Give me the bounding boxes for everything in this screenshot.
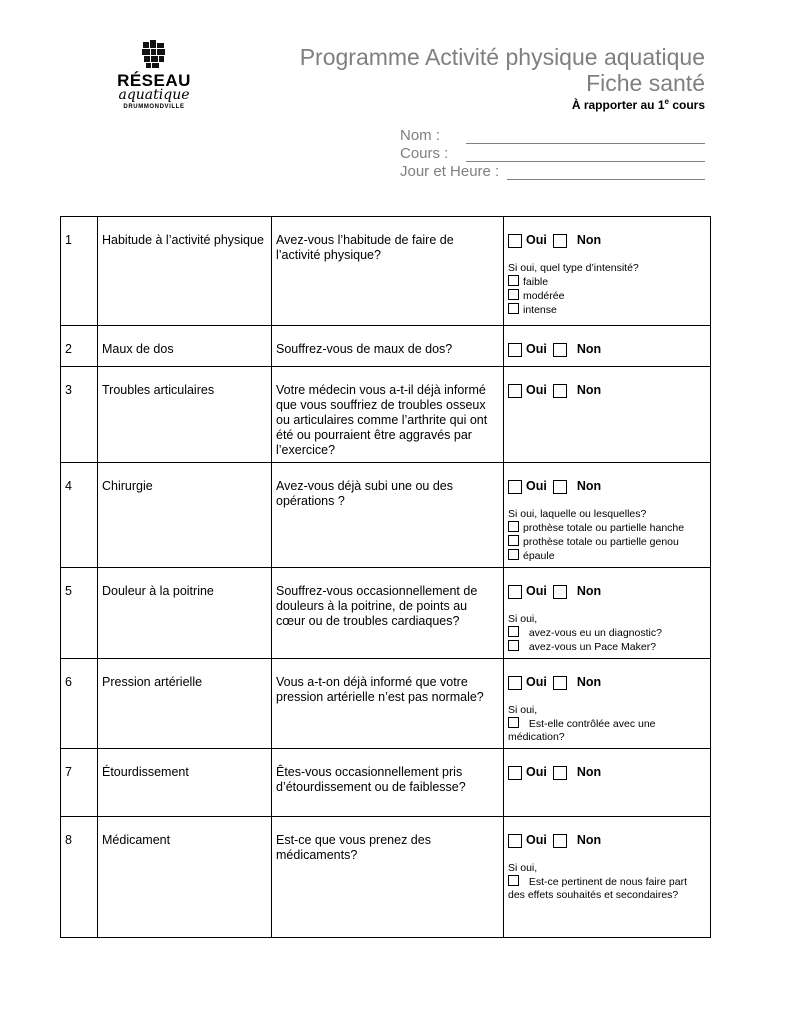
row-topic: Troubles articulaires — [98, 367, 272, 463]
checkbox-oui[interactable] — [508, 384, 522, 398]
row-question: Souffrez-vous de maux de dos? — [272, 326, 504, 367]
field-nom — [400, 127, 440, 144]
follow-up-option — [508, 521, 706, 535]
field-label: Nom : — [400, 127, 441, 144]
row-question: Vous a-t-on déjà informé que votre pression artérielle n’est pas normale? — [272, 659, 504, 749]
row-number: 2 — [61, 326, 98, 367]
option-checkbox[interactable] — [508, 289, 519, 300]
row-number: 4 — [61, 463, 98, 568]
follow-up-option — [508, 549, 706, 563]
checkbox-oui[interactable] — [508, 676, 522, 690]
row-number: 8 — [61, 817, 98, 938]
checkbox-non[interactable] — [553, 766, 567, 780]
subtitle-pre: À rapporter au 1 — [571, 98, 665, 112]
option-label: prothèse totale ou partielle genou — [523, 536, 679, 548]
yes-no-group — [508, 342, 706, 357]
page-title — [300, 44, 705, 96]
row-topic: Habitude à l’activité physique — [98, 217, 272, 326]
label-oui: Oui — [526, 675, 547, 689]
row-question: Souffrez-vous occasionnellement de douleurs à la poitrine, de points au cœur ou de troubles cardiaques? — [272, 568, 504, 659]
label-non: Non — [576, 383, 602, 397]
yes-no-group — [508, 233, 706, 248]
follow-up-intro: Si oui, quel type d’intensité? — [508, 262, 639, 274]
option-checkbox[interactable] — [508, 717, 519, 728]
option-checkbox[interactable] — [508, 640, 519, 651]
logo — [112, 40, 196, 110]
checkbox-non[interactable] — [553, 234, 567, 248]
label-oui: Oui — [526, 765, 547, 779]
row-answer — [504, 568, 711, 659]
checkbox-non[interactable] — [553, 384, 567, 398]
follow-up — [508, 862, 706, 902]
label-non: Non — [576, 833, 602, 847]
field-line-nom[interactable] — [466, 143, 705, 144]
row-question: Êtes-vous occasionnellement pris d’étourdissement ou de faiblesse? — [272, 749, 504, 817]
yes-no-group — [508, 383, 706, 398]
row-topic: Étourdissement — [98, 749, 272, 817]
checkbox-non[interactable] — [553, 343, 567, 357]
option-checkbox[interactable] — [508, 875, 519, 886]
label-non: Non — [576, 675, 602, 689]
row-topic: Médicament — [98, 817, 272, 938]
checkbox-oui[interactable] — [508, 585, 522, 599]
label-non: Non — [576, 342, 602, 356]
field-line-jour-heure[interactable] — [507, 179, 705, 180]
follow-up-option — [508, 275, 706, 289]
subtitle-sup: e — [664, 97, 669, 106]
field-label: Jour et Heure : — [400, 163, 500, 180]
row-topic: Douleur à la poitrine — [98, 568, 272, 659]
option-label: épaule — [523, 550, 555, 562]
title-line-1: Programme Activité physique aquatique — [299, 44, 705, 70]
follow-up-intro: Si oui, — [508, 704, 538, 716]
row-answer — [504, 659, 711, 749]
checkbox-oui[interactable] — [508, 234, 522, 248]
field-line-cours[interactable] — [466, 161, 705, 162]
follow-up — [508, 613, 706, 654]
checkbox-non[interactable] — [553, 480, 567, 494]
option-label: Est-elle contrôlée avec une médication? — [508, 718, 656, 743]
option-label: avez-vous un Pace Maker? — [528, 641, 657, 653]
follow-up — [508, 262, 706, 317]
row-topic: Chirurgie — [98, 463, 272, 568]
option-checkbox[interactable] — [508, 626, 519, 637]
row-question: Est-ce que vous prenez des médicaments? — [272, 817, 504, 938]
table-row — [61, 217, 711, 326]
row-number: 1 — [61, 217, 98, 326]
logo-text-city: DRUMMONDVILLE — [123, 104, 185, 110]
option-checkbox[interactable] — [508, 303, 519, 314]
option-label: faible — [523, 276, 549, 288]
label-oui: Oui — [526, 833, 547, 847]
logo-text-reseau: RÉSEAU — [117, 71, 191, 90]
follow-up-option — [508, 303, 706, 317]
row-answer — [504, 367, 711, 463]
label-non: Non — [576, 479, 602, 493]
field-label: Cours : — [400, 145, 449, 162]
label-oui: Oui — [526, 233, 547, 247]
follow-up-option — [508, 640, 706, 654]
follow-up — [508, 508, 706, 563]
follow-up-option — [508, 289, 706, 303]
logo-mark-icon — [140, 40, 168, 68]
follow-up-option — [508, 875, 706, 902]
subtitle-post: cours — [668, 98, 705, 112]
table-row — [61, 817, 711, 938]
option-label: avez-vous eu un diagnostic? — [528, 627, 662, 639]
follow-up-option — [508, 717, 706, 744]
row-answer — [504, 817, 711, 938]
follow-up-option — [508, 626, 706, 640]
checkbox-oui[interactable] — [508, 766, 522, 780]
yes-no-group — [508, 833, 706, 848]
option-checkbox[interactable] — [508, 535, 519, 546]
table-row — [61, 749, 711, 817]
follow-up-intro: Si oui, — [508, 862, 538, 874]
checkbox-oui[interactable] — [508, 480, 522, 494]
checkbox-non[interactable] — [553, 676, 567, 690]
table-row — [61, 659, 711, 749]
logo-text-aquatique: aquatique — [118, 87, 190, 103]
checkbox-oui[interactable] — [508, 834, 522, 848]
row-number: 3 — [61, 367, 98, 463]
option-label: intense — [523, 304, 557, 316]
checkbox-oui[interactable] — [508, 343, 522, 357]
row-answer — [504, 217, 711, 326]
label-non: Non — [576, 233, 602, 247]
health-form-table — [60, 216, 711, 938]
field-cours — [400, 145, 448, 162]
option-label: prothèse totale ou partielle hanche — [523, 522, 685, 534]
row-number: 6 — [61, 659, 98, 749]
label-oui: Oui — [526, 584, 547, 598]
row-topic: Pression artérielle — [98, 659, 272, 749]
title-line-2: Fiche santé — [586, 70, 705, 96]
option-checkbox[interactable] — [508, 549, 519, 560]
label-oui: Oui — [526, 383, 547, 397]
table-row — [61, 326, 711, 367]
option-label: modérée — [523, 290, 565, 302]
yes-no-group — [508, 584, 706, 599]
checkbox-non[interactable] — [553, 585, 567, 599]
yes-no-group — [508, 765, 706, 780]
label-non: Non — [576, 765, 602, 779]
row-number: 5 — [61, 568, 98, 659]
row-question: Avez-vous déjà subi une ou des opérations ? — [272, 463, 504, 568]
checkbox-non[interactable] — [553, 834, 567, 848]
table-row — [61, 367, 711, 463]
row-answer — [504, 463, 711, 568]
follow-up-intro: Si oui, — [508, 613, 538, 625]
yes-no-group — [508, 675, 706, 690]
option-label: Est-ce pertinent de nous faire part des effets souhaités et secondaires? — [508, 876, 688, 901]
table-row — [61, 568, 711, 659]
row-question: Avez-vous l’habitude de faire de l’activité physique? — [272, 217, 504, 326]
yes-no-group — [508, 479, 706, 494]
option-checkbox[interactable] — [508, 521, 519, 532]
label-non: Non — [576, 584, 602, 598]
row-number: 7 — [61, 749, 98, 817]
follow-up-intro: Si oui, laquelle ou lesquelles? — [508, 508, 647, 520]
label-oui: Oui — [526, 479, 547, 493]
label-oui: Oui — [526, 342, 547, 356]
subtitle — [572, 97, 705, 112]
row-answer — [504, 326, 711, 367]
follow-up — [508, 704, 706, 744]
row-question: Votre médecin vous a-t-il déjà informé que vous souffriez de troubles osseux ou articulaires comme l’arthrite qui ont été ou pourraient être aggravés par l’exercice? — [272, 367, 504, 463]
follow-up-option — [508, 535, 706, 549]
field-jour-heure — [400, 163, 499, 180]
option-checkbox[interactable] — [508, 275, 519, 286]
row-topic: Maux de dos — [98, 326, 272, 367]
table-row — [61, 463, 711, 568]
row-answer — [504, 749, 711, 817]
